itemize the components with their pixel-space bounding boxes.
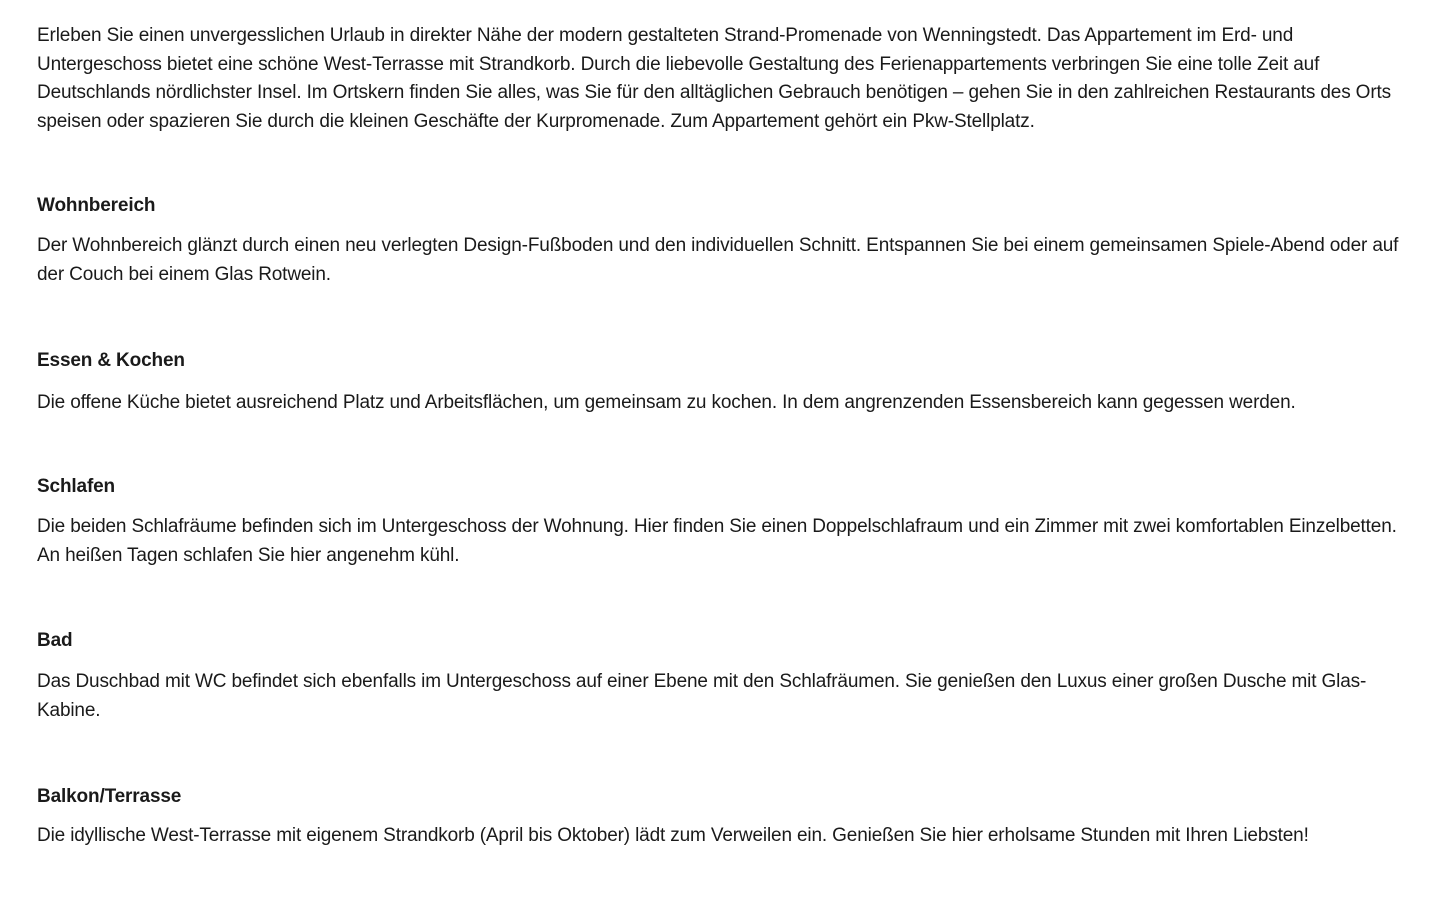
section-heading-bad: Bad (37, 630, 73, 651)
section-heading-schlafen: Schlafen (37, 476, 115, 497)
section-heading-balkon-terrasse: Balkon/Terrasse (37, 786, 182, 807)
section-heading-wohnbereich: Wohnbereich (37, 195, 156, 216)
intro-paragraph: Erleben Sie einen unvergesslichen Urlaub in direkter Nähe der modern gestalteten Strand-Promenade von Wenningstedt. Das Appartement im Erd- und Untergeschoss bietet eine schöne West-Terrasse mit Strandkorb. Durch die liebevolle Gestaltung des Ferienappartements verbringen Sie eine tolle Zeit auf Deutschlands nördlichster Insel. Im Ortskern finden Sie alles, was Sie für den alltäglichen Gebrauch benötigen – gehen Sie in den zahlreichen Restaurants des Orts speisen oder spazieren Sie durch die kleinen Geschäfte der Kurpromenade. Zum Appartement gehört ein Pkw-Stellplatz. (37, 25, 1391, 132)
section-text-wohnbereich: Der Wohnbereich glänzt durch einen neu verlegten Design-Fußboden und den individuellen Schnitt. Entspannen Sie bei einem gemeinsamen Spiele-Abend oder auf der Couch bei einem Glas Rotwein. (37, 235, 1399, 285)
section-heading-essen-kochen: Essen & Kochen (37, 350, 185, 371)
section-text-balkon-terrasse: Die idyllische West-Terrasse mit eigenem Strandkorb (April bis Oktober) lädt zum Verweilen ein. Genießen Sie hier erholsame Stunden mit Ihren Liebsten! (37, 825, 1309, 846)
section-text-essen-kochen: Die offene Küche bietet ausreichend Platz und Arbeitsflächen, um gemeinsam zu kochen. In dem angrenzenden Essensbereich kann gegessen werden. (37, 392, 1296, 413)
section-text-bad: Das Duschbad mit WC befindet sich ebenfalls im Untergeschoss auf einer Ebene mit den Schlafräumen. Sie genießen den Luxus einer großen Dusche mit Glas-Kabine. (37, 671, 1367, 721)
section-text-schlafen: Die beiden Schlafräume befinden sich im Untergeschoss der Wohnung. Hier finden Sie einen Doppelschlafraum und ein Zimmer mit zwei komfortablen Einzelbetten. An heißen Tagen schlafen Sie hier angenehm kühl. (37, 516, 1397, 566)
